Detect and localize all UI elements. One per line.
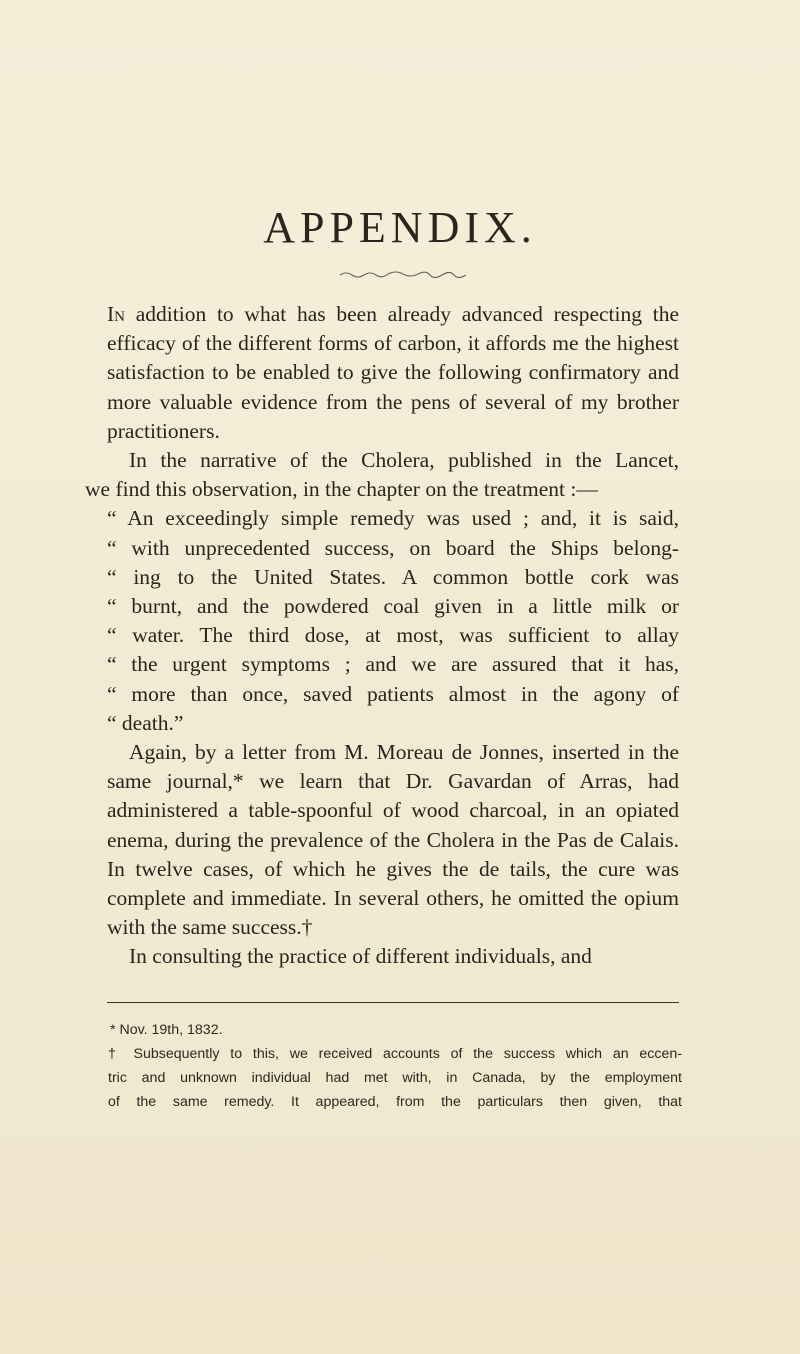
main-text [85,300,679,972]
footnote-divider [107,1002,679,1003]
quote-line: “ the urgent symptoms ; and we are assured that it has, [107,652,679,677]
paragraph-2-line: In the narrative of the Cholera, published in the Lancet, [129,448,679,473]
opening-word: In [107,302,125,326]
paragraph-1 [107,300,679,446]
appendix-heading: APPENDIX. [263,203,537,252]
lancet-quote [107,504,679,738]
footnote-1: * Nov. 19th, 1832. [110,1022,223,1038]
footnote-2-line: tric and unknown individual had met with, in Canada, by the employment [108,1070,682,1086]
footnote-2-line: † Subsequently to this, we received accounts of the success which an eccen- [108,1046,682,1062]
footnotes [108,1018,682,1114]
quote-line: “ An exceedingly simple remedy was used ; and, it is said, [107,506,679,531]
quote-line: “ death.” [107,710,184,735]
quote-line: “ ing to the United States. A common bottle cork was [107,564,679,589]
quote-line: “ water. The third dose, at most, was sufficient to allay [107,623,679,648]
footnote-2-line: of the same remedy. It appeared, from the particulars then given, that [108,1094,682,1110]
paragraph-1-text: addition to what has been already advanced respecting the efficacy of the different forms of carbon, it affords me the highest satisfaction to be enabled to give the following confirmatory and more valuable evidence from the pens of several of my brother practitioners. [107,302,679,443]
quote-line: “ more than once, saved patients almost in the agony of [107,681,679,706]
paragraph-2-line: we find this observation, in the chapter on the treatment :— [85,477,598,502]
paragraph-3: Again, by a letter from M. Moreau de Jonnes, inserted in the same journal,* we learn that Dr. Gavardan of Arras, had administered a table-spoonful of wood charcoal, in an opiated enema, during the prevalence of the Cholera in the Pas de Calais. In twelve cases, of which he gives the de tails, the cure was complete and immediate. In several others, he omitted the opium with the same success.† [107,740,679,940]
paragraph-4: In consulting the practice of different individuals, and [129,944,592,969]
footnote-2 [108,1042,682,1114]
quote-line: “ with unprecedented success, on board the Ships belong- [107,535,679,560]
paragraph-2 [85,446,679,504]
ornamental-rule-icon [338,268,468,280]
quote-line: “ burnt, and the powdered coal given in a little milk or [107,594,679,619]
